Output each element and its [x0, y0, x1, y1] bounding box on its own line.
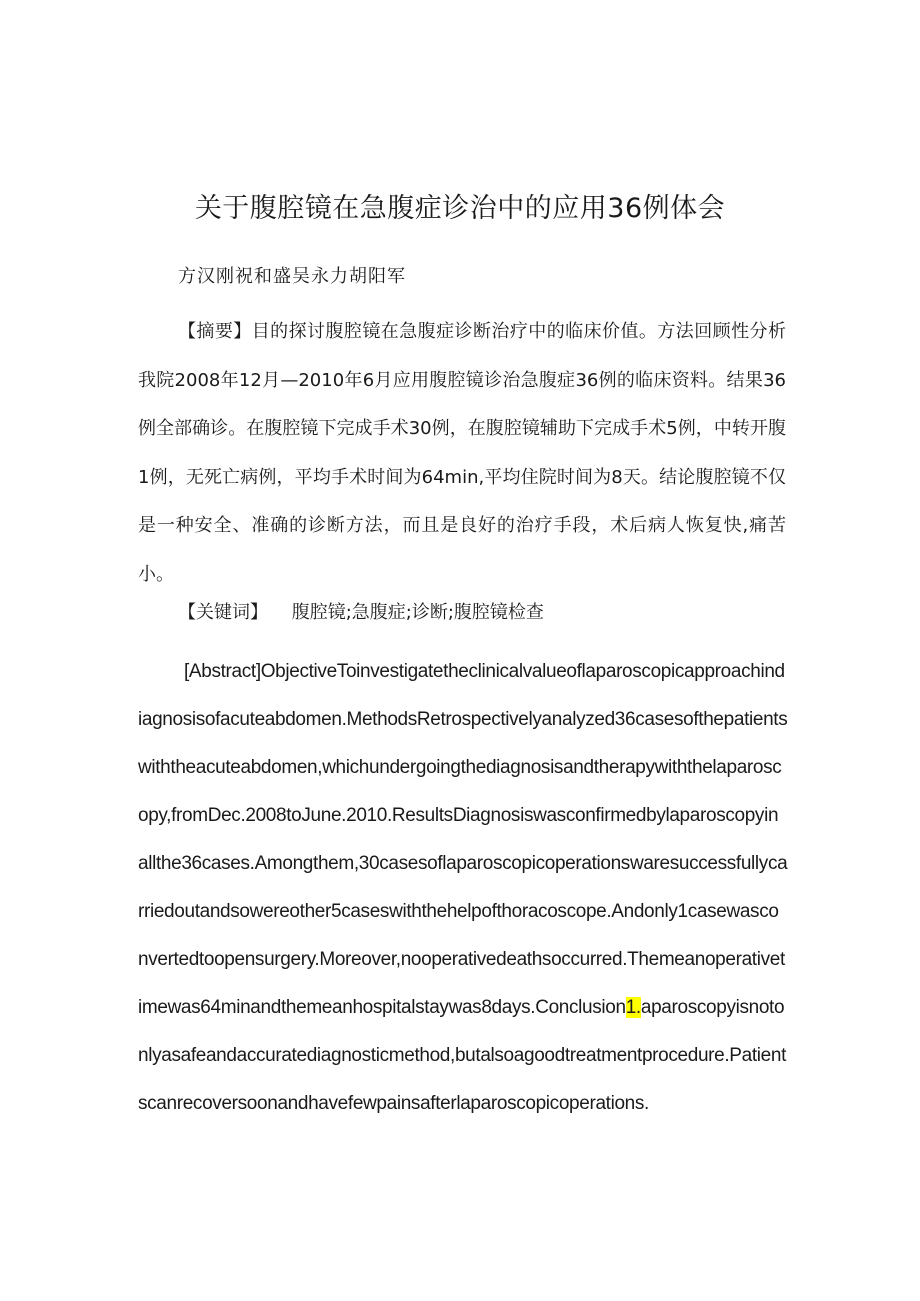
- article-title: 关于腹腔镜在急腹症诊治中的应用36例体会: [194, 193, 726, 224]
- english-abstract-text-continued: aparoscopyisnotonlyasafeandaccuratediagnosticmethod,butalsoagoodtreatmentprocedure.Patientscanrecoversoonandhavefewpainsafterlaparoscopicoperations.: [138, 997, 786, 1114]
- keywords-line: [178, 598, 544, 624]
- keywords-label: 【关键词】: [178, 602, 268, 623]
- english-abstract-text: [Abstract]ObjectiveToinvestigatetheclinicalvalueoflaparoscopicapproachindiagnosisofacuteabdomen.MethodsRetrospectivelyanalyzed36casesofthepatientswiththeacuteabdomen,whichundergoingthediagnosisandtherapywiththelaparoscopy,fromDec.2008toJune.2010.ResultsDiagnosiswasconfirmedbylaparoscopyinallthe36cases.Amongthem,30casesoflaparoscopicoperationswaresuccessfullycarriedoutandsowereother5caseswiththehelpofthoracoscope.Andonly1casewasconvertedtoopensurgery.Moreover,nooperativedeathsoccurred.Themeanoperativetimewas64minandthemeanhospitalstaywas8days.Conclusion: [138, 661, 788, 1018]
- chinese-abstract: 【摘要】目的探讨腹腔镜在急腹症诊断治疗中的临床价值。方法回顾性分析我院2008年12月—2010年6月应用腹腔镜诊治急腹症36例的临床资料。结果36例全部确诊。在腹腔镜下完成手术30例，在腹腔镜辅助下完成手术5例，中转开腹1例，无死亡病例，平均手术时间为64min,平均住院时间为8天。结论腹腔镜不仅是一种安全、准确的诊断方法，而且是良好的治疗手段，术后病人恢复快,痛苦小。: [138, 321, 786, 585]
- keywords-text: 腹腔镜;急腹症;诊断;腹腔镜检查: [291, 602, 544, 623]
- highlighted-text: 1.: [625, 997, 641, 1018]
- english-abstract: [138, 648, 788, 1128]
- author-list: 方汉刚祝和盛吴永力胡阳军: [178, 266, 406, 287]
